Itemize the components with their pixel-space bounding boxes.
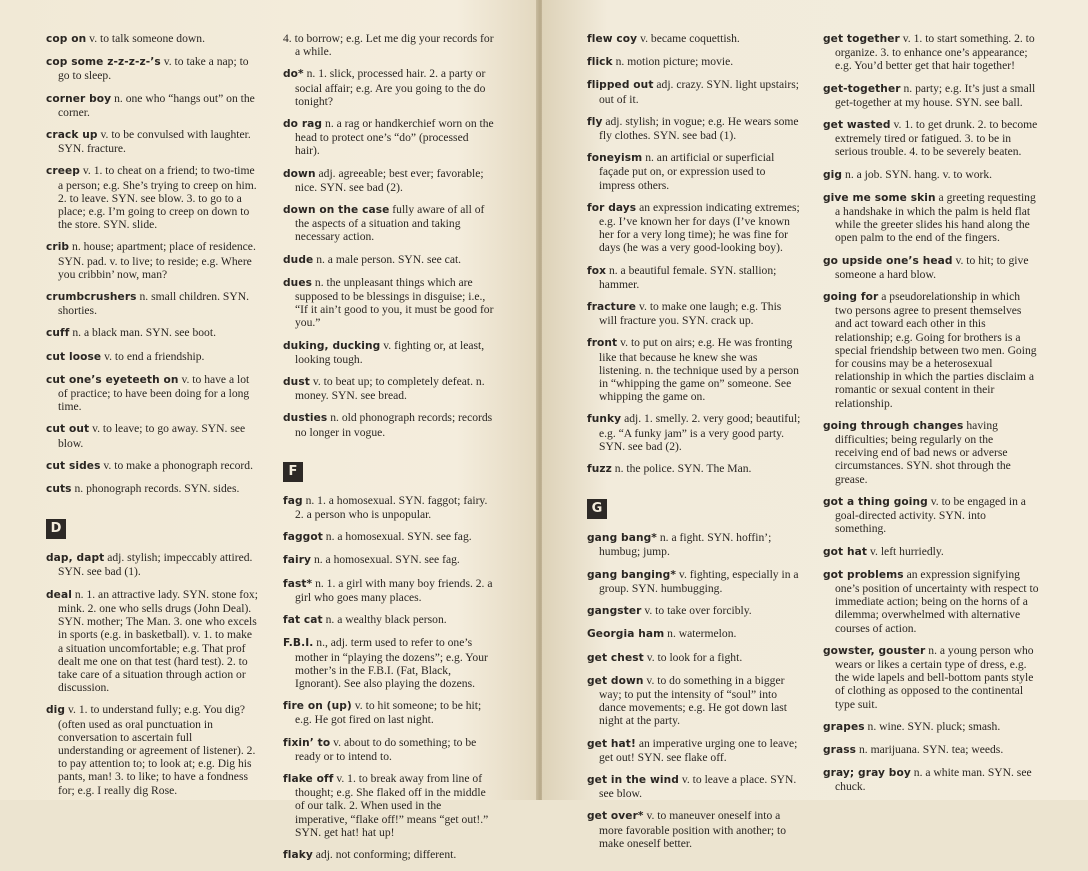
entry-definition: n. an artificial or superficial façade put on, or expression used to impress others. (599, 151, 775, 192)
entry-definition: adj. 1. smelly. 2. very good; beautiful; e.g. “A funky jam” is a very good party. SYN. see bad (2). (599, 412, 801, 453)
dictionary-entry (283, 276, 495, 330)
entry-definition: n. 1. slick, processed hair. 2. a party or social affair; e.g. Are you going to the do tonight? (295, 67, 486, 108)
entry-definition: v. about to do something; to be ready or to intend to. (295, 735, 477, 763)
entry-definition: n. a white man. SYN. see chuck. (835, 766, 1032, 794)
entry-headword: give me some skin (823, 191, 936, 204)
entry-headword: do rag (283, 118, 323, 131)
dictionary-entry (823, 168, 1039, 182)
entry-definition: v. to maneuver oneself into a more favorable position with another; to make oneself better. (599, 809, 787, 850)
entry-definition: n. house; apartment; place of residence. SYN. pad. v. to live; to reside; e.g. Where you cribbin’ now, man? (58, 240, 256, 281)
entry-headword: F.B.I. (283, 637, 314, 650)
entry-definition: v. to leave; to go away. SYN. see blow. (58, 422, 246, 450)
dictionary-entry (823, 766, 1039, 793)
entry-definition: v. to hit someone; to be hit; e.g. He got fired on last night. (295, 699, 482, 727)
section-letter-d: D (46, 519, 66, 539)
dictionary-entry (283, 636, 495, 690)
entry-definition: n., adj. term used to refer to one’s mother in “playing the dozens”; e.g. Your mother’s in the F.B.I. (Fat, Black, Ignorant). See also playing the dozens. (295, 636, 488, 690)
entry-headword: got a thing going (823, 495, 928, 508)
dictionary-entry (823, 644, 1039, 711)
dictionary-entry (46, 459, 260, 473)
entry-headword: flipped out (587, 79, 654, 92)
dictionary-entry (283, 736, 495, 763)
entry-definition: n. a fight. SYN. hoffin’; humbug; jump. (599, 531, 772, 559)
entry-headword: cop some z-z-z-z-’s (46, 56, 161, 69)
entry-definition: n. a black man. SYN. see boot. (72, 326, 216, 340)
dictionary-entry (823, 545, 1039, 559)
section-letter-f: F (283, 462, 303, 482)
dictionary-entry (46, 240, 260, 281)
dictionary-entry (587, 651, 801, 665)
dictionary-entry (587, 568, 801, 595)
dictionary-entry (587, 264, 801, 291)
dictionary-entry (283, 375, 495, 402)
left-page-column-1 (46, 32, 260, 806)
entry-headword: gang bang* (587, 532, 657, 545)
entry-headword: dust (283, 376, 310, 389)
entry-headword: going for (823, 291, 879, 304)
dictionary-entry (283, 772, 495, 839)
entry-definition: v. to take over forcibly. (644, 604, 752, 618)
dictionary-entry (46, 55, 260, 82)
entry-definition: v. fighting, especially in a group. SYN. humbugging. (599, 567, 799, 595)
dictionary-entry (283, 848, 495, 862)
dictionary-entry (587, 55, 801, 69)
entry-definition: v. 1. to start something. 2. to organize. 3. to enhance one’s appearance; e.g. You’d better get that hair together! (835, 32, 1035, 73)
dictionary-entry (823, 32, 1039, 73)
dictionary-entry (283, 494, 495, 521)
entry-headword: flaky (283, 848, 313, 861)
entry-definition: v. 1. to understand fully; e.g. You dig? (often used as oral punctuation in conversation to ascertain full understanding or agreement of listener). 2. to pay attention to; to look at; e.g. Dig his pants, man! 3. to like; to have a fondness for; e.g. I really dig Rose. (58, 703, 256, 797)
entry-definition: n. old phonograph records; records no longer in vogue. (295, 411, 493, 439)
entry-definition: n. a male person. SYN. see cat. (316, 252, 462, 266)
entry-definition: adj. stylish; impeccably attired. SYN. see bad (1). (58, 551, 253, 579)
entry-definition: n. motion picture; movie. (615, 55, 734, 69)
dictionary-entry (587, 809, 801, 850)
dictionary-entry (823, 290, 1039, 410)
right-page-column-1 (587, 32, 801, 859)
entry-headword: get chest (587, 651, 644, 664)
dictionary-entry (283, 253, 495, 267)
entry-headword: dues (283, 276, 313, 289)
entry-headword: grass (823, 743, 857, 756)
entry-definition: n. watermelon. (667, 627, 737, 641)
entry-definition: v. to leave a place. SYN. see blow. (599, 772, 797, 801)
entry-headword: get down (587, 674, 644, 687)
dictionary-entry (283, 67, 495, 108)
entry-definition: 4. to borrow; e.g. Let me dig your records for a while. (283, 32, 494, 59)
entry-definition: having difficulties; being regularly on the receiving end of bad news or adverse circumstances. SYN. shot through the grease. (835, 418, 1011, 486)
entry-headword: gig (823, 168, 843, 181)
entry-headword: get wasted (823, 119, 891, 132)
dictionary-entry (46, 290, 260, 317)
entry-headword: got problems (823, 568, 904, 581)
dictionary-entry (283, 167, 495, 194)
dictionary-entry (46, 164, 260, 231)
dictionary-entry (283, 530, 495, 544)
entry-headword: gray; gray boy (823, 767, 911, 780)
entry-definition: v. fighting or, at least, looking tough. (295, 338, 485, 366)
entry-definition: v. left hurriedly. (869, 544, 944, 558)
entry-definition: a greeting requesting a handshake in which the palm is held flat while the greeter slides his hand along the open palm to the end of the fingers. (835, 190, 1036, 245)
entry-headword: cut sides (46, 459, 101, 472)
entry-definition: n. the unpleasant things which are supposed to be blessings in disguise; i.e., “If it ain’t good to you, it must be good for you.” (295, 275, 494, 330)
dictionary-entry (46, 422, 260, 449)
entry-definition: n. marijuana. SYN. tea; weeds. (858, 742, 1004, 756)
dictionary-entry (587, 300, 801, 327)
entry-headword: flew coy (587, 33, 638, 45)
entry-definition: v. to have a lot of practice; to have been doing for a long time. (58, 372, 250, 414)
dictionary-entry (823, 419, 1039, 486)
entry-definition: adj. crazy. SYN. light upstairs; out of it. (599, 78, 799, 106)
entry-definition: n. a wealthy black person. (325, 613, 447, 627)
entry-definition: n. a rag or handkerchief worn on the head to protect one’s “do” (processed hair). (295, 117, 494, 158)
entry-definition: v. to be engaged in a goal-directed activity. SYN. into something. (835, 494, 1026, 536)
entry-headword: dude (283, 253, 314, 266)
entry-definition: n. 1. a girl with many boy friends. 2. a girl who goes many places. (295, 576, 493, 604)
entry-headword: down (283, 167, 316, 180)
dictionary-entry (283, 699, 495, 726)
entry-definition: v. became coquettish. (640, 32, 740, 45)
entry-headword: go upside one’s head (823, 254, 953, 267)
entry-headword: dap, dapt (46, 552, 105, 565)
dictionary-entry (587, 604, 801, 618)
dictionary-entry (587, 115, 801, 142)
entry-headword: crumbcrushers (46, 291, 137, 304)
dictionary-entry (283, 203, 495, 244)
section-letter-g: G (587, 499, 607, 519)
dictionary-entry (823, 743, 1039, 757)
entry-definition: adj. stylish; in vogue; e.g. He wears some fly clothes. SYN. see bad (1). (599, 114, 799, 143)
right-page (542, 0, 1088, 850)
entry-definition: an imperative urging one to leave; get out! SYN. see flake off. (599, 736, 798, 764)
dictionary-entry (823, 82, 1039, 109)
entry-definition: v. to be convulsed with laughter. SYN. fracture. (58, 128, 251, 156)
dictionary-entry (587, 773, 801, 800)
entry-headword: fire on (up) (283, 700, 352, 713)
entry-headword: get-together (823, 82, 901, 95)
dictionary-entry (283, 613, 495, 627)
entry-definition: v. to beat up; to completely defeat. n. money. SYN. see bread. (295, 375, 485, 403)
entry-definition: n. a homosexual. SYN. see fag. (325, 530, 472, 544)
entry-headword: crib (46, 241, 70, 254)
entry-definition: v. to end a friendship. (104, 349, 205, 363)
entry-headword: funky (587, 413, 622, 426)
dictionary-entry (587, 462, 801, 476)
dictionary-entry (587, 78, 801, 105)
entry-headword: dig (46, 704, 66, 717)
dictionary-entry (46, 373, 260, 414)
entry-headword: get hat! (587, 737, 636, 750)
entry-headword: cuts (46, 483, 72, 496)
entry-headword: gowster, gouster (823, 644, 926, 657)
dictionary-entry (823, 118, 1039, 159)
entry-headword: dusties (283, 412, 328, 425)
entry-headword: fast* (283, 577, 313, 590)
dictionary-entry (587, 32, 801, 46)
dictionary-entry (283, 32, 495, 58)
dictionary-entry (823, 254, 1039, 281)
entry-headword: fixin’ to (283, 736, 331, 749)
entry-headword: fuzz (587, 463, 612, 476)
dictionary-entry (283, 339, 495, 366)
entry-headword: get over* (587, 810, 644, 823)
entry-headword: deal (46, 588, 72, 601)
entry-headword: front (587, 337, 618, 350)
entry-definition: v. 1. to get drunk. 2. to become extremely tired or fatigued. 3. to be in serious trouble. 4. to be severely beaten. (835, 118, 1038, 159)
dictionary-entry (46, 326, 260, 340)
dictionary-entry (587, 627, 801, 641)
entry-definition: n. a job. SYN. hang. v. to work. (845, 167, 993, 181)
entry-headword: do* (283, 68, 304, 81)
entry-definition: v. to put on airs; e.g. He was fronting like that because he knew she was listening. n. the technique used by a person in “whipping the game on” someone. See whipping the game on. (599, 336, 799, 404)
entry-headword: get together (823, 33, 900, 45)
dictionary-entry (823, 191, 1039, 245)
left-page (0, 0, 538, 861)
entry-headword: faggot (283, 531, 323, 544)
entry-headword: cop on (46, 33, 87, 45)
entry-definition: n. a young person who wears or likes a certain type of dress, e.g. the wide lapels and bell-bottom pants style of clothing as opposed to the continental type suit. (835, 643, 1034, 711)
entry-headword: crack up (46, 129, 98, 142)
entry-headword: corner boy (46, 92, 112, 105)
dictionary-entry (46, 350, 260, 364)
entry-definition: n. 1. a homosexual. SYN. faggot; fairy. 2. a person who is unpopular. (295, 493, 488, 522)
dictionary-entry (46, 32, 260, 46)
dictionary-entry (587, 674, 801, 728)
dictionary-entry (283, 553, 495, 567)
entry-headword: down on the case (283, 204, 390, 217)
entry-headword: cuff (46, 327, 70, 340)
entry-definition: n. small children. SYN. shorties. (58, 290, 249, 318)
dictionary-entry (46, 703, 260, 796)
entry-definition: v. 1. to cheat on a friend; to two-time a person; e.g. She’s trying to creep on him. 2. to leave. SYN. see blow. 3. to go to a place; e.g. I’m going to creep on down to the store. SYN. slide. (58, 164, 257, 232)
entry-definition: n. phonograph records. SYN. sides. (74, 482, 240, 496)
entry-definition: n. the police. SYN. The Man. (614, 462, 752, 476)
dictionary-entry (587, 531, 801, 558)
entry-definition: v. to look for a fight. (646, 650, 743, 664)
entry-headword: got hat (823, 545, 868, 558)
entry-definition: v. to talk someone down. (89, 32, 205, 45)
dictionary-entry (587, 336, 801, 403)
left-page-column-2 (283, 32, 495, 871)
dictionary-entry (823, 495, 1039, 536)
entry-definition: n. wine. SYN. pluck; smash. (867, 719, 1001, 733)
entry-headword: fag (283, 494, 303, 507)
dictionary-entry (283, 411, 495, 438)
entry-definition: v. 1. to break away from line of thought; e.g. She flaked off in the middle of our talk. 2. When used in the imperative, “flake off!” means “get out!.” SYN. get hat! hat up! (295, 771, 489, 839)
dictionary-entry (587, 412, 801, 453)
entry-headword: creep (46, 165, 80, 178)
entry-headword: flake off (283, 772, 334, 785)
entry-headword: get in the wind (587, 773, 679, 786)
entry-headword: flick (587, 56, 613, 69)
entry-headword: cut out (46, 423, 90, 436)
entry-headword: gangster (587, 605, 642, 618)
dictionary-entry (46, 588, 260, 695)
dictionary-entry (46, 92, 260, 119)
entry-definition: adj. not conforming; different. (315, 847, 457, 861)
dictionary-entry (823, 568, 1039, 635)
entry-headword: fly (587, 115, 603, 128)
right-page-column-2 (823, 32, 1039, 803)
entry-definition: fully aware of all of the aspects of a situation and taking necessary action. (295, 203, 485, 244)
entry-definition: n. one who “hangs out” on the corner. (58, 91, 255, 119)
entry-definition: v. to do something in a bigger way; to put the intensity of “soul” into dance movements; e.g. He got down last night at the party. (599, 673, 788, 728)
entry-headword: grapes (823, 720, 865, 733)
entry-headword: fat cat (283, 614, 323, 627)
entry-definition: n. 1. an attractive lady. SYN. stone fox; mink. 2. one who sells drugs (John Deal). SYN. mother; The Man. 3. one who excels in sports (e.g. in basketball). v. 1. to make a situation uncomfortable; e.g. That prof dealt me one on that test (hard test). 2. to take care of a situation through action or discussion. (58, 587, 258, 695)
dictionary-entry (283, 577, 495, 604)
entry-definition: v. to make a phonograph record. (103, 458, 253, 472)
entry-definition: adj. agreeable; best ever; favorable; nice. SYN. see bad (2). (295, 166, 484, 194)
entry-definition: an expression indicating extremes; e.g. I’ve known her for days (I’ve known her for a very long time); he was fine for days (he was a very good-looking boy). (599, 200, 800, 255)
entry-definition: v. to take a nap; to go to sleep. (58, 55, 249, 83)
entry-headword: Georgia ham (587, 628, 665, 641)
entry-headword: foneyism (587, 152, 643, 165)
entry-headword: duking, ducking (283, 339, 381, 352)
entry-definition: a pseudorelationship in which two persons agree to present themselves and act toward each other in this relationship; e.g. Going for brothers is a special friendship between two men. Going for cousins may be a heterosexual relationship in which the parties disclaim a romantic or sexual content in their relationship. (835, 290, 1037, 410)
entry-definition: v. to make one laugh; e.g. This will fracture you. SYN. crack up. (599, 300, 782, 328)
entry-headword: fairy (283, 554, 312, 567)
entry-headword: cut loose (46, 350, 102, 363)
entry-headword: for days (587, 201, 637, 214)
dictionary-entry (46, 482, 260, 496)
dictionary-entry (46, 551, 260, 578)
entry-definition: v. to hit; to give someone a hard blow. (835, 253, 1029, 281)
entry-headword: gang banging* (587, 568, 676, 581)
entry-definition: an expression signifying one’s position of uncertainty with respect to immediate action; being on the horns of a dilemma; overwhelmed with alternative courses of action. (835, 567, 1039, 635)
dictionary-entry (283, 117, 495, 158)
entry-headword: cut one’s eyeteeth on (46, 373, 179, 386)
entry-headword: going through changes (823, 419, 964, 432)
dictionary-entry (587, 201, 801, 255)
entry-headword: fox (587, 264, 607, 277)
dictionary-entry (587, 737, 801, 764)
entry-definition: n. a beautiful female. SYN. stallion; hammer. (599, 263, 777, 291)
entry-definition: n. a homosexual. SYN. see fag. (313, 553, 460, 567)
dictionary-entry (823, 720, 1039, 734)
entry-headword: fracture (587, 301, 637, 314)
dictionary-entry (587, 151, 801, 192)
dictionary-entry (46, 128, 260, 155)
entry-definition: n. party; e.g. It’s just a small get-together at my house. SYN. see ball. (835, 81, 1036, 109)
